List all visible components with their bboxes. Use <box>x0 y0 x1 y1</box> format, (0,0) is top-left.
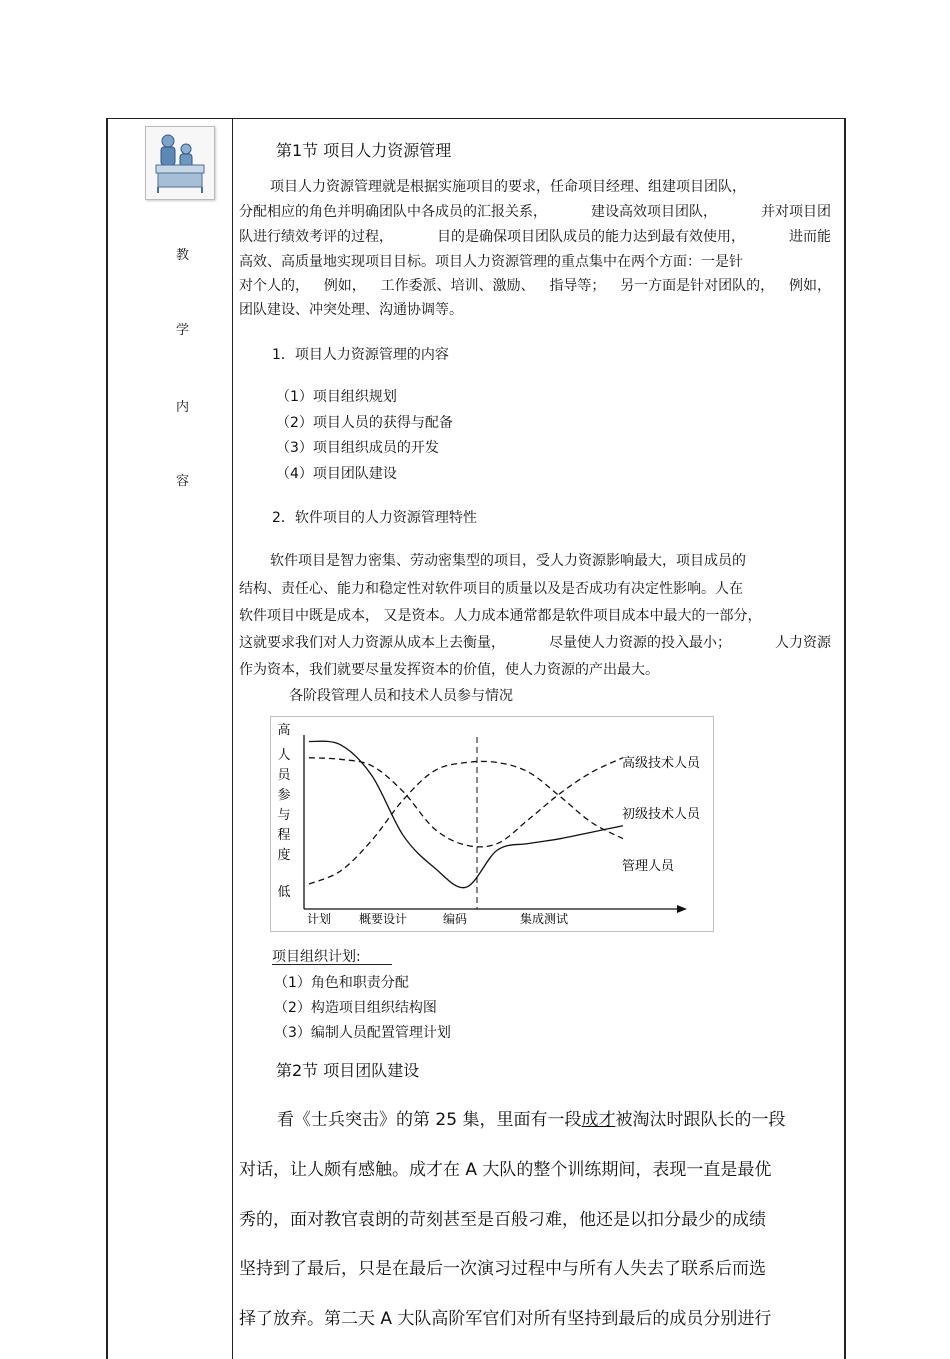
intro-line: 队进行绩效考评的过程， 目的是确保项目团队成员的能力达到最有效使用， 进而能 <box>239 229 831 245</box>
x-tick-label: 集成测试 <box>519 912 569 926</box>
story-line: 择了放弃。第二天 A 大队高阶军官们对所有坚持到最后的成员分别进行 <box>239 1309 772 1329</box>
story-line: 坚持到了最后，只是在最后一次演习过程中与所有人失去了联系后而选 <box>239 1259 766 1279</box>
list-item: （4）项目团队建设 <box>276 466 397 482</box>
y-axis-label-char: 人 <box>277 748 291 763</box>
y-axis-label-char: 参 <box>277 788 291 803</box>
list-item: （3）项目组织成员的开发 <box>276 440 439 456</box>
y-axis-label <box>277 748 291 863</box>
section1-heading: 第1节 项目人力资源管理 <box>276 141 452 160</box>
plan-item: （2）构造项目组织结构图 <box>274 1000 437 1016</box>
para-line: 软件项目是智力密集、劳动密集型的项目，受人力资源影响最大，项目成员的 <box>270 553 746 569</box>
story-line: 对话，让人颇有感触。成才在 A 大队的整个训练期间，表现一直是最优 <box>239 1160 772 1180</box>
para-line: 这就要求我们对人力资源从成本上去衡量， 尽量使人力资源的投入最小； 人力资源 <box>239 635 831 651</box>
story-line: 秀的，面对教官袁朗的苛刻甚至是百般刁难，他还是以扣分最少的成绩 <box>239 1210 766 1230</box>
y-top-label: 高 <box>277 723 291 738</box>
participation-chart <box>270 716 714 932</box>
series-line <box>309 758 623 847</box>
list-item: （1）项目组织规划 <box>276 389 397 405</box>
intro-line: 项目人力资源管理就是根据实施项目的要求，任命项目经理、组建项目团队， <box>270 179 746 195</box>
story-line: 看《士兵突击》的第 25 集，里面有一段成才被淘汰时跟队长的一段 <box>277 1110 786 1130</box>
y-axis-label-char: 与 <box>277 808 291 823</box>
series-label: 高级技术人员 <box>622 756 701 771</box>
chart-caption: 各阶段管理人员和技术人员参与情况 <box>289 688 513 704</box>
series-label: 管理人员 <box>622 859 675 874</box>
side-label-char: 容 <box>176 474 190 489</box>
para-line: 软件项目中既是成本， 又是资本。人力成本通常都是软件项目成本中最大的一部分， <box>239 608 762 624</box>
para-line: 作为资本，我们就要尽量发挥资本的价值，使人力资源的产出最大。 <box>239 662 659 678</box>
side-label-char: 教 <box>176 248 190 263</box>
intro-line: 分配相应的角色并明确团队中各成员的汇报关系， 建设高效项目团队， 并对项目团 <box>239 204 831 220</box>
para-line: 结构、责任心、能力和稳定性对软件项目的质量以及是否成功有决定性影响。人在 <box>239 581 743 597</box>
list-item: （2）项目人员的获得与配备 <box>276 415 453 431</box>
x-tick-label: 概要设计 <box>358 912 408 926</box>
side-label-char: 学 <box>176 323 190 338</box>
plan-item: （1）角色和职责分配 <box>274 975 409 991</box>
y-axis-label-char: 度 <box>277 848 291 863</box>
chart-svg <box>271 717 713 931</box>
plan-title: 项目组织计划: <box>272 949 361 965</box>
teacher-desk-icon <box>145 126 215 200</box>
plan-underline <box>272 964 392 965</box>
intro-line: 对个人的， 例如， 工作委派、培训、激励、 指导等； 另一方面是针对团队的， 例如， <box>239 278 831 294</box>
y-axis-label-char: 员 <box>277 768 291 783</box>
y-bottom-label: 低 <box>277 885 291 900</box>
column-divider <box>232 119 233 1359</box>
subsection-title: 2．软件项目的人力资源管理特性 <box>272 510 477 526</box>
intro-line: 高效、高质量地实现项目目标。项目人力资源管理的重点集中在两个方面：一是针 <box>239 254 743 270</box>
intro-line: 团队建设、冲突处理、沟通协调等。 <box>239 302 463 318</box>
plan-item: （3）编制人员配置管理计划 <box>274 1025 451 1041</box>
x-tick-label: 编码 <box>442 912 468 926</box>
series-line <box>309 761 623 884</box>
section2-heading: 第2节 项目团队建设 <box>276 1061 420 1080</box>
x-tick-label: 计划 <box>306 912 332 926</box>
series-label: 初级技术人员 <box>622 807 701 822</box>
x-axis-arrow <box>677 905 687 913</box>
subsection-title: 1．项目人力资源管理的内容 <box>272 347 449 363</box>
side-label-char: 内 <box>176 400 190 415</box>
y-axis-label-char: 程 <box>277 828 291 843</box>
